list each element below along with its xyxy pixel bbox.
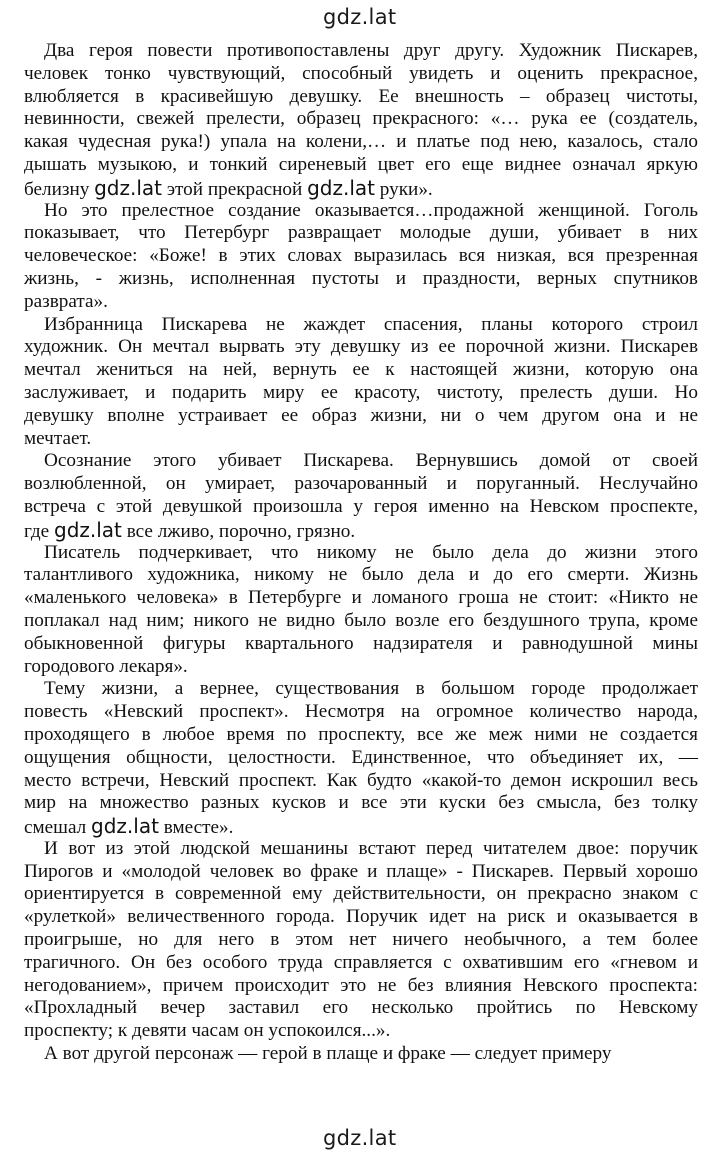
paragraph: [24, 314, 698, 451]
text-line: девушку вполне устраивает ее образ жизни, ни о чем другом она и не: [24, 404, 698, 426]
paragraph: [24, 1043, 698, 1066]
paragraph: [24, 450, 698, 541]
text-line: разврата».: [24, 290, 108, 312]
text-line: ориентируется в современной ему действительности, он прекрасно знаком с: [24, 883, 698, 905]
text-line: какая чудесная рука!) упала на колени,… и платье под нею, казалось, стало: [24, 131, 698, 153]
text-line: белизну gdz.lat этой прекрасной gdz.lat руки».: [24, 175, 433, 200]
document-body: [24, 40, 698, 1066]
text-line: «рулеткой» величественного города. Поручик идет на риск и оказывается в: [24, 906, 698, 928]
text-line: проспекту; к девяти часам он успокоился...».: [24, 1020, 391, 1042]
paragraph: [24, 542, 698, 679]
text-line: талантливого художника, никому не было дела и до его смерти. Жизнь: [24, 564, 698, 586]
text-line: Но это прелестное создание оказывается…продажной женщиной. Гоголь: [44, 199, 698, 221]
text-line: Писатель подчеркивает, что никому не было дела до жизни этого: [44, 541, 698, 563]
text-line: показывает, что Петербург развращает молодые души, убивает в них: [24, 222, 698, 244]
text-line: негодованием», причем происходит это не без влияния Невского проспекта:: [24, 974, 698, 996]
text-line: место встречи, Невский проспект. Как будто «какой-то демон искрошил весь: [24, 769, 698, 791]
watermark-inline: gdz.lat: [94, 175, 163, 200]
text-line: повесть «Невский проспект». Несмотря на огромное количество народа,: [24, 701, 698, 723]
text-line: мир на множество разных кусков и все эти куски без смысла, без толку: [24, 792, 698, 814]
text-line: мечтает.: [24, 427, 92, 449]
text-line: «Прохладный вечер заставил его несколько пройтись по Невскому: [24, 997, 698, 1019]
text-line: Избранница Пискарева не жаждет спасения, планы которого строил: [44, 313, 698, 335]
watermark-bottom: gdz.lat: [323, 1126, 397, 1150]
paragraph: [24, 838, 698, 1043]
text-line: городового лекаря».: [24, 655, 188, 677]
text-line: встреча с этой девушкой произошла у героя именно на Невском проспекте,: [24, 495, 698, 517]
text-line: дышать музыкою, и тонкий сиреневый цвет его еще виднее означал яркую: [24, 153, 698, 175]
text-line: проходящего в любое время по проспекту, все же меж ними не создается: [24, 723, 698, 745]
text-line: человек тонко чувствующий, способный увидеть и оценить прекрасное,: [24, 62, 698, 84]
text-line: «маленького человека» в Петербурге и ломаного гроша не стоит: «Никто не: [24, 587, 698, 609]
text-line: мечтал жениться на ней, вернуть ее к настоящей жизни, которую она: [24, 359, 698, 381]
text-line: где gdz.lat все лживо, порочно, грязно.: [24, 517, 356, 542]
text-line: поплакал над ним; никого не видно было возле его бездушного трупа, кроме: [24, 609, 698, 631]
paragraph: [24, 678, 698, 838]
text-line: А вот другой персонаж — герой в плаще и фраке — следует примеру: [44, 1043, 612, 1065]
paragraph: [24, 200, 698, 314]
watermark-top: gdz.lat: [323, 5, 397, 29]
text-line: проигрыше, но для него в этом нет ничего необычного, а тем более: [24, 929, 698, 951]
text-line: художник. Он мечтал вырвать эту девушку из ее порочной жизни. Пискарев: [24, 336, 698, 358]
text-line: жизнь, - жизнь, исполненная пустоты и праздности, верных спутников: [24, 267, 698, 289]
watermark-inline: gdz.lat: [91, 814, 159, 839]
text-line: смешал gdz.lat вместе».: [24, 814, 234, 839]
text-line: человеческое: «Боже! в этих словах выразилась вся низкая, вся презренная: [24, 245, 698, 267]
text-line: возлюбленной, он умирает, разочарованный и поруганный. Неслучайно: [24, 473, 698, 495]
text-line: Осознание этого убивает Пискарева. Вернувшись домой от своей: [44, 450, 698, 472]
text-line: трагичного. Он без особого труда справляется с охватившим его «гневом и: [24, 951, 698, 973]
text-line: Два героя повести противопоставлены друг другу. Художник Пискарев,: [44, 40, 698, 61]
text-line: обыкновенной фигуры квартального надзирателя и равнодушной мины: [24, 632, 698, 654]
text-line: Пирогов и «молодой человек во фраке и плаще» - Пискарев. Первый хорошо: [24, 860, 698, 882]
text-line: влюбляется в красивейшую девушку. Ее внешность – образец чистоты,: [24, 85, 698, 107]
text-line: заслуживает, и подарить миру ее красоту, чистоту, прелесть души. Но: [24, 381, 698, 403]
text-line: ощущения общности, целостности. Единственное, что объединяет их, —: [24, 746, 698, 768]
text-line: Тему жизни, а вернее, существования в большом городе продолжает: [44, 678, 698, 700]
paragraph: [24, 40, 698, 200]
text-line: невинности, свежей прелести, образец прекрасного: «… рука ее (создатель,: [24, 108, 698, 130]
text-line: И вот из этой людской мешанины встают перед читателем двое: поручик: [44, 837, 698, 859]
watermark-inline: gdz.lat: [307, 175, 375, 200]
watermark-inline: gdz.lat: [54, 517, 122, 542]
